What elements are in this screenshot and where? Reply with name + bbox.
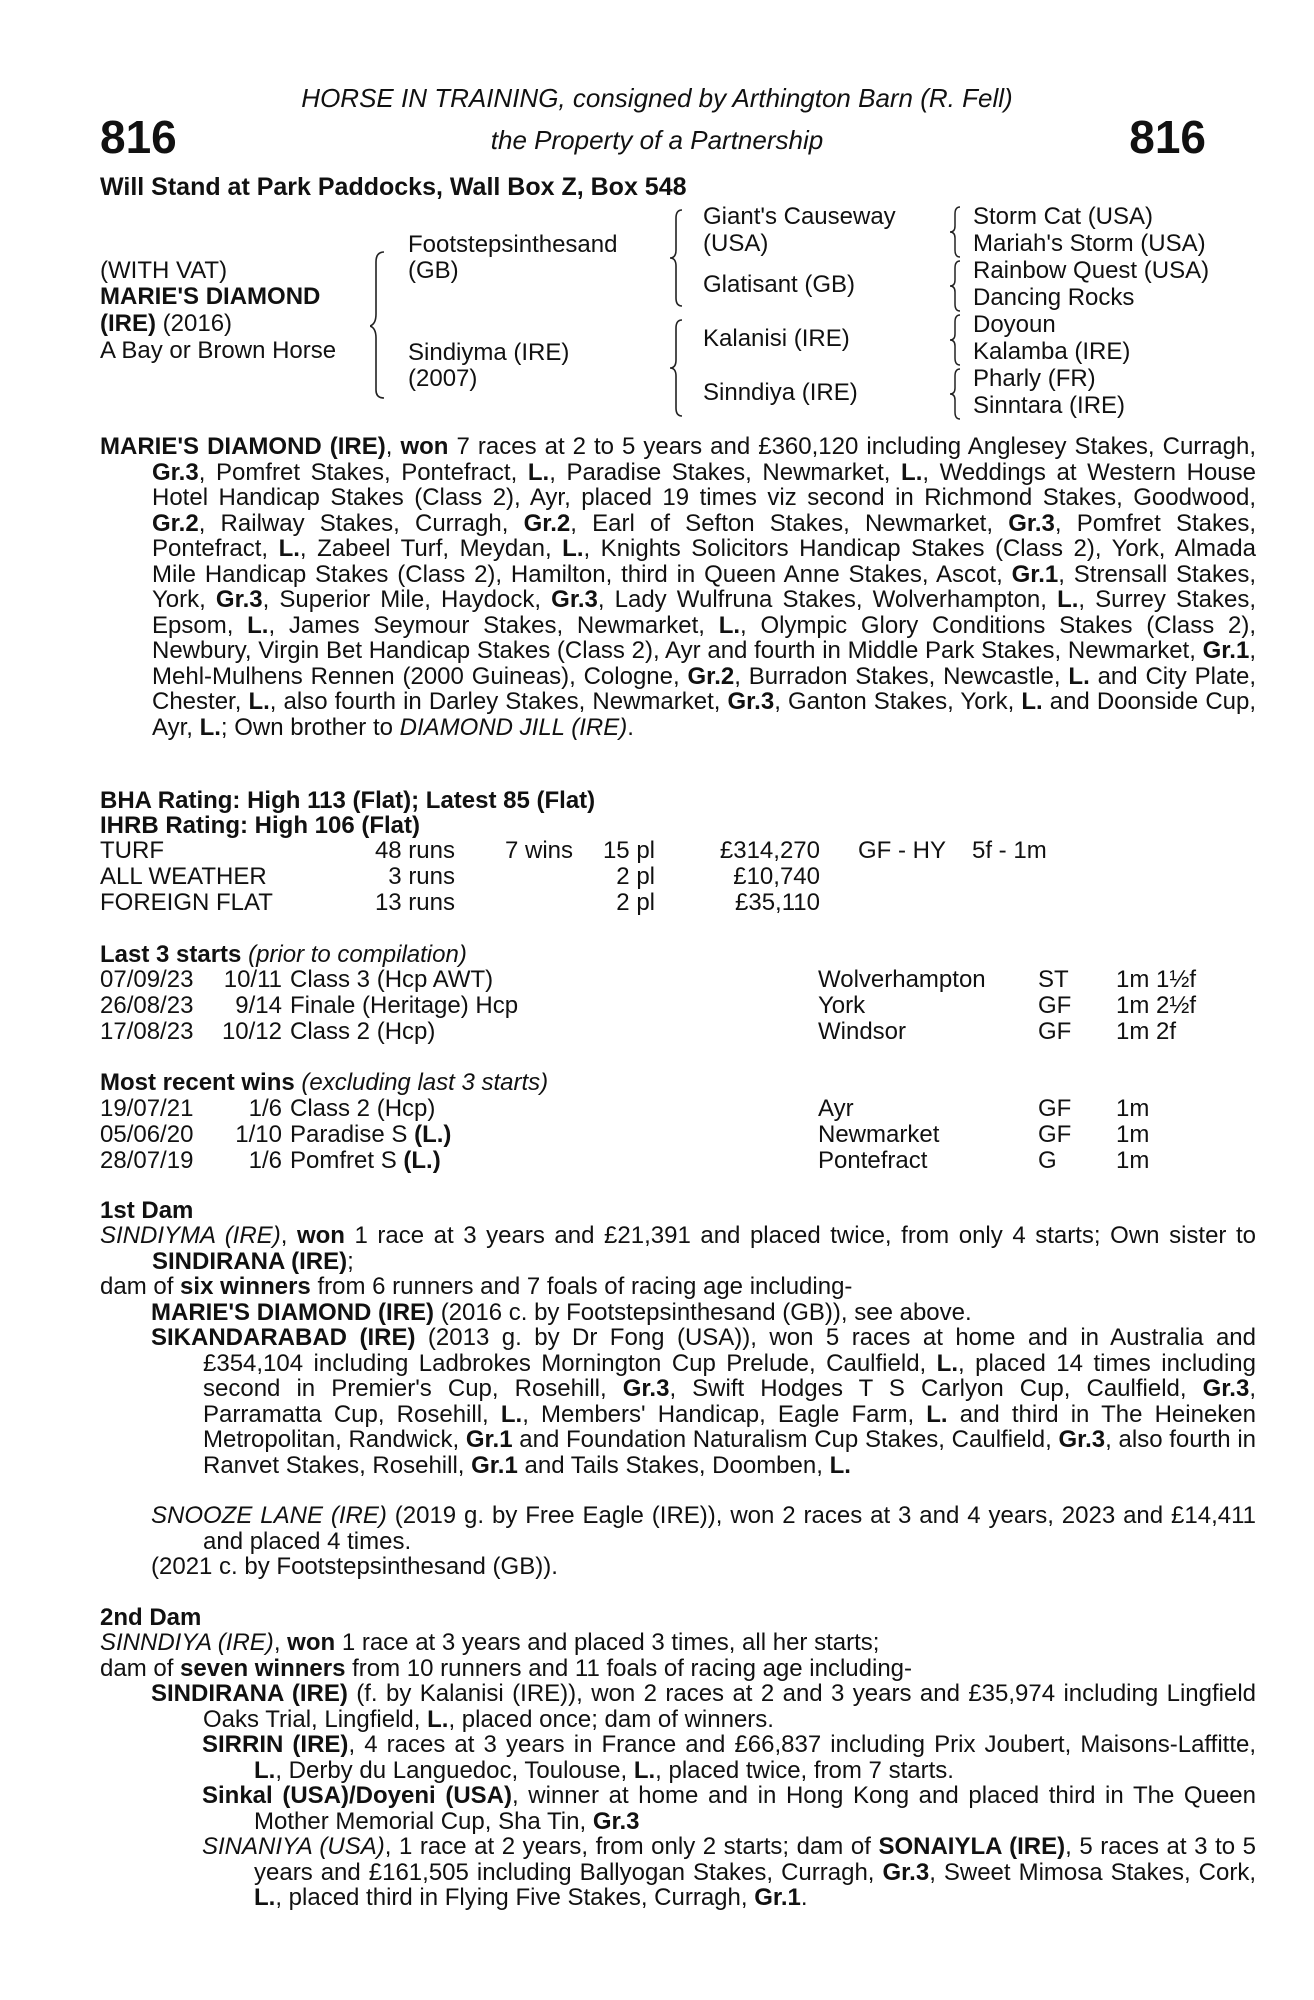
record-placed: 2 pl: [616, 889, 655, 916]
produce-item: (2021 c. by Footstepsinthesand (GB)).: [151, 1553, 558, 1580]
sire-country: (GB): [408, 257, 459, 284]
first-dam-record: SINDIYMA (IRE), won 1 race at 3 years and £21,391 and placed twice, from only 4 starts; Own sister to SINDIRANA (IRE);: [100, 1222, 1256, 1275]
win-position: 1/10: [235, 1121, 282, 1148]
start-race: Class 2 (Hcp): [290, 1018, 436, 1045]
record-going: GF - HY: [858, 837, 946, 864]
start-date: 26/08/23: [100, 992, 194, 1019]
win-position: 1/6: [248, 1147, 282, 1174]
consignor-line: HORSE IN TRAINING, consigned by Arthington Barn (R. Fell): [301, 83, 1013, 113]
horse-name: MARIE'S DIAMOND: [100, 283, 321, 310]
sire-brace: [670, 208, 688, 308]
win-race: Pomfret S (L.): [290, 1147, 441, 1174]
record-runs: 13 runs: [374, 889, 455, 916]
gg-dam-dam-dam: Sinntara (IRE): [973, 392, 1126, 419]
dam-year: (2007): [408, 365, 478, 392]
win-going: GF: [1038, 1095, 1072, 1122]
stand-line: Will Stand at Park Paddocks, Wall Box Z, Box 548: [100, 173, 687, 201]
win-course: Ayr: [818, 1095, 854, 1122]
win-position: 1/6: [248, 1095, 282, 1122]
record-surface: TURF: [100, 837, 164, 864]
win-course: Pontefract: [818, 1147, 928, 1174]
grandproduce-item: Sinkal (USA)/Doyeni (USA), winner at home and in Hong Kong and placed third in The Queen Mother Memorial Cup, Sha Tin, Gr.3: [202, 1782, 1256, 1835]
record-prize: £10,740: [733, 863, 820, 890]
gg-sire-dam-sire: Rainbow Quest (USA): [973, 257, 1210, 284]
start-going: ST: [1038, 966, 1069, 993]
win-going: GF: [1038, 1121, 1072, 1148]
win-distance: 1m: [1116, 1121, 1150, 1148]
sire-dam: Glatisant (GB): [703, 271, 856, 298]
grandproduce-item: SIRRIN (IRE), 4 races at 3 years in France and £66,837 including Prix Joubert, Maisons-Laffitte, L., Derby du Languedoc, Toulouse, L., placed twice, from 7 starts.: [202, 1731, 1257, 1784]
record-surface: FOREIGN FLAT: [100, 889, 273, 916]
win-date: 19/07/21: [100, 1095, 194, 1122]
record-runs: 48 runs: [374, 837, 455, 864]
win-distance: 1m: [1116, 1095, 1150, 1122]
first-dam-produce-line: dam of six winners from 6 runners and 7 foals of racing age including-: [100, 1273, 853, 1300]
win-date: 05/06/20: [100, 1121, 194, 1148]
gg-dam-sire-sire: Doyoun: [973, 311, 1056, 338]
second-dam-produce-line: dam of seven winners from 10 runners and 11 foals of racing age including-: [100, 1655, 913, 1682]
brace-ss: [950, 206, 964, 258]
sire-sire-country: (USA): [703, 230, 769, 257]
main-brace: [370, 250, 390, 400]
produce-item: SINDIRANA (IRE) (f. by Kalanisi (IRE)), won 2 races at 2 and 3 years and £35,974 including Lingfield Oaks Trial, Lingfield, L., placed once; dam of winners.: [151, 1680, 1257, 1733]
ihrb-rating: IHRB Rating: High 106 (Flat): [100, 812, 421, 839]
record-placed: 15 pl: [602, 837, 655, 864]
record-runs: 3 runs: [388, 863, 455, 890]
horse-description: A Bay or Brown Horse: [100, 337, 337, 364]
win-race: Paradise S (L.): [290, 1121, 452, 1148]
start-distance: 1m 2f: [1116, 1018, 1177, 1045]
record-prize: £35,110: [735, 889, 820, 916]
win-distance: 1m: [1116, 1147, 1150, 1174]
second-dam-heading: 2nd Dam: [100, 1604, 202, 1631]
start-race: Finale (Heritage) Hcp: [290, 992, 519, 1019]
record-placed: 2 pl: [616, 863, 655, 890]
start-course: York: [818, 992, 866, 1019]
lot-number-right: 816: [1129, 111, 1206, 163]
win-course: Newmarket: [818, 1121, 940, 1148]
win-going: G: [1038, 1147, 1057, 1174]
dam-brace: [670, 318, 688, 418]
produce-item: SIKANDARABAD (IRE) (2013 g. by Dr Fong (USA)), won 5 races at home and in Australia and £354,104 including Ladbrokes Mornington Cup Prelude, Caulfield, L., placed 14 times including second in Premier's Cup, Rosehill, Gr.3, Swift Hodges T S Carlyon Cup, Caulfield, Gr.3, Parramatta Cup, Rosehill, L., Members' Handicap, Eagle Farm, L. and third in The Heineken Metropolitan, Randwick, Gr.1 and Foundation Naturalism Cup Stakes, Caulfield, Gr.3, also fourth in Ranvet Stakes, Rosehill, Gr.1 and Tails Stakes, Doomben, L.: [151, 1324, 1257, 1479]
start-position: 10/11: [223, 966, 282, 993]
gg-sire-sire-sire: Storm Cat (USA): [973, 203, 1154, 230]
start-distance: 1m 1½f: [1116, 966, 1197, 993]
dam-dam: Sinndiya (IRE): [703, 379, 858, 406]
sire-sire: Giant's Causeway: [703, 203, 896, 230]
record-wins: 7 wins: [504, 837, 573, 864]
gg-sire-dam-dam: Dancing Rocks: [973, 284, 1135, 311]
second-dam-record: SINNDIYA (IRE), won 1 race at 3 years and placed 3 times, all her starts;: [100, 1629, 880, 1656]
start-position: 10/12: [221, 1018, 282, 1045]
start-race: Class 3 (Hcp AWT): [290, 966, 494, 993]
start-course: Wolverhampton: [818, 966, 986, 993]
first-dam-heading: 1st Dam: [100, 1197, 194, 1224]
start-going: GF: [1038, 992, 1072, 1019]
bha-rating: BHA Rating: High 113 (Flat); Latest 85 (Flat): [100, 787, 596, 814]
last3-heading: Last 3 starts (prior to compilation): [100, 941, 467, 968]
brace-dd: [950, 368, 964, 420]
dam-name: Sindiyma (IRE): [408, 339, 570, 366]
lot-number-left: 816: [100, 111, 177, 163]
gg-dam-dam-sire: Pharly (FR): [973, 365, 1096, 392]
start-date: 07/09/23: [100, 966, 194, 993]
sire-name: Footstepsinthesand: [408, 231, 618, 258]
record-prize: £314,270: [719, 837, 820, 864]
record-distance: 5f - 1m: [972, 837, 1047, 864]
gg-dam-sire-dam: Kalamba (IRE): [973, 338, 1131, 365]
start-position: 9/14: [235, 992, 282, 1019]
brace-ds: [950, 314, 964, 366]
win-date: 28/07/19: [100, 1147, 194, 1174]
property-line: the Property of a Partnership: [490, 125, 824, 155]
start-distance: 1m 2½f: [1116, 992, 1197, 1019]
start-going: GF: [1038, 1018, 1072, 1045]
produce-item: SINANIYA (USA), 1 race at 2 years, from only 2 starts; dam of SONAIYLA (IRE), 5 races at 3 to 5 years and £161,505 including Ballyogan Stakes, Curragh, Gr.3, Sweet Mimosa Stakes, Cork, L., placed third in Flying Five Stakes, Curragh, Gr.1.: [202, 1833, 1257, 1911]
recent-wins-heading: Most recent wins (excluding last 3 starts): [100, 1069, 549, 1096]
brace-sd: [950, 260, 964, 312]
horse-name-suffix: (IRE) (2016): [100, 310, 233, 337]
dam-sire: Kalanisi (IRE): [703, 325, 850, 352]
produce-item: SNOOZE LANE (IRE) (2019 g. by Free Eagle (IRE)), won 2 races at 3 and 4 years, 2023 and £14,411 and placed 4 times.: [151, 1502, 1257, 1555]
gg-sire-sire-dam: Mariah's Storm (USA): [973, 230, 1206, 257]
vat-label: (WITH VAT): [100, 257, 228, 284]
record-surface: ALL WEATHER: [100, 863, 267, 890]
race-record-summary: MARIE'S DIAMOND (IRE), won 7 races at 2 to 5 years and £360,120 including Anglesey Stakes, Curragh, Gr.3, Pomfret Stakes, Pontefract, L., Paradise Stakes, Newmarket, L., Weddings at Western House Hotel Handicap Stakes (Class 2), Ayr, placed 19 times viz second in Richmond Stakes, Goodwood, Gr.2, Railway Stakes, Curragh, Gr.2, Earl of Sefton Stakes, Newmarket, Gr.3, Pomfret Stakes, Pontefract, L., Zabeel Turf, Meydan, L., Knights Solicitors Handicap Stakes (Class 2), York, Almada Mile Handicap Stakes (Class 2), Hamilton, third in Queen Anne Stakes, Ascot, Gr.1, Strensall Stakes, York, Gr.3, Superior Mile, Haydock, Gr.3, Lady Wulfruna Stakes, Wolverhampton, L., Surrey Stakes, Epsom, L., James Seymour Stakes, Newmarket, L., Olympic Glory Conditions Stakes (Class 2), Newbury, Virgin Bet Handicap Stakes (Class 2), Ayr and fourth in Middle Park Stakes, Newmarket, Gr.1, Mehl-Mulhens Rennen (2000 Guineas), Cologne, Gr.2, Burradon Stakes, Newcastle, L. and City Plate, Chester, L., also fourth in Darley Stakes, Newmarket, Gr.3, Ganton Stakes, York, L. and Doonside Cup, Ayr, L.; Own brother to DIAMOND JILL (IRE).: [100, 433, 1257, 741]
start-course: Windsor: [818, 1018, 907, 1045]
start-date: 17/08/23: [100, 1018, 194, 1045]
produce-item: MARIE'S DIAMOND (IRE) (2016 c. by Footstepsinthesand (GB)), see above.: [151, 1299, 972, 1326]
win-race: Class 2 (Hcp): [290, 1095, 436, 1122]
